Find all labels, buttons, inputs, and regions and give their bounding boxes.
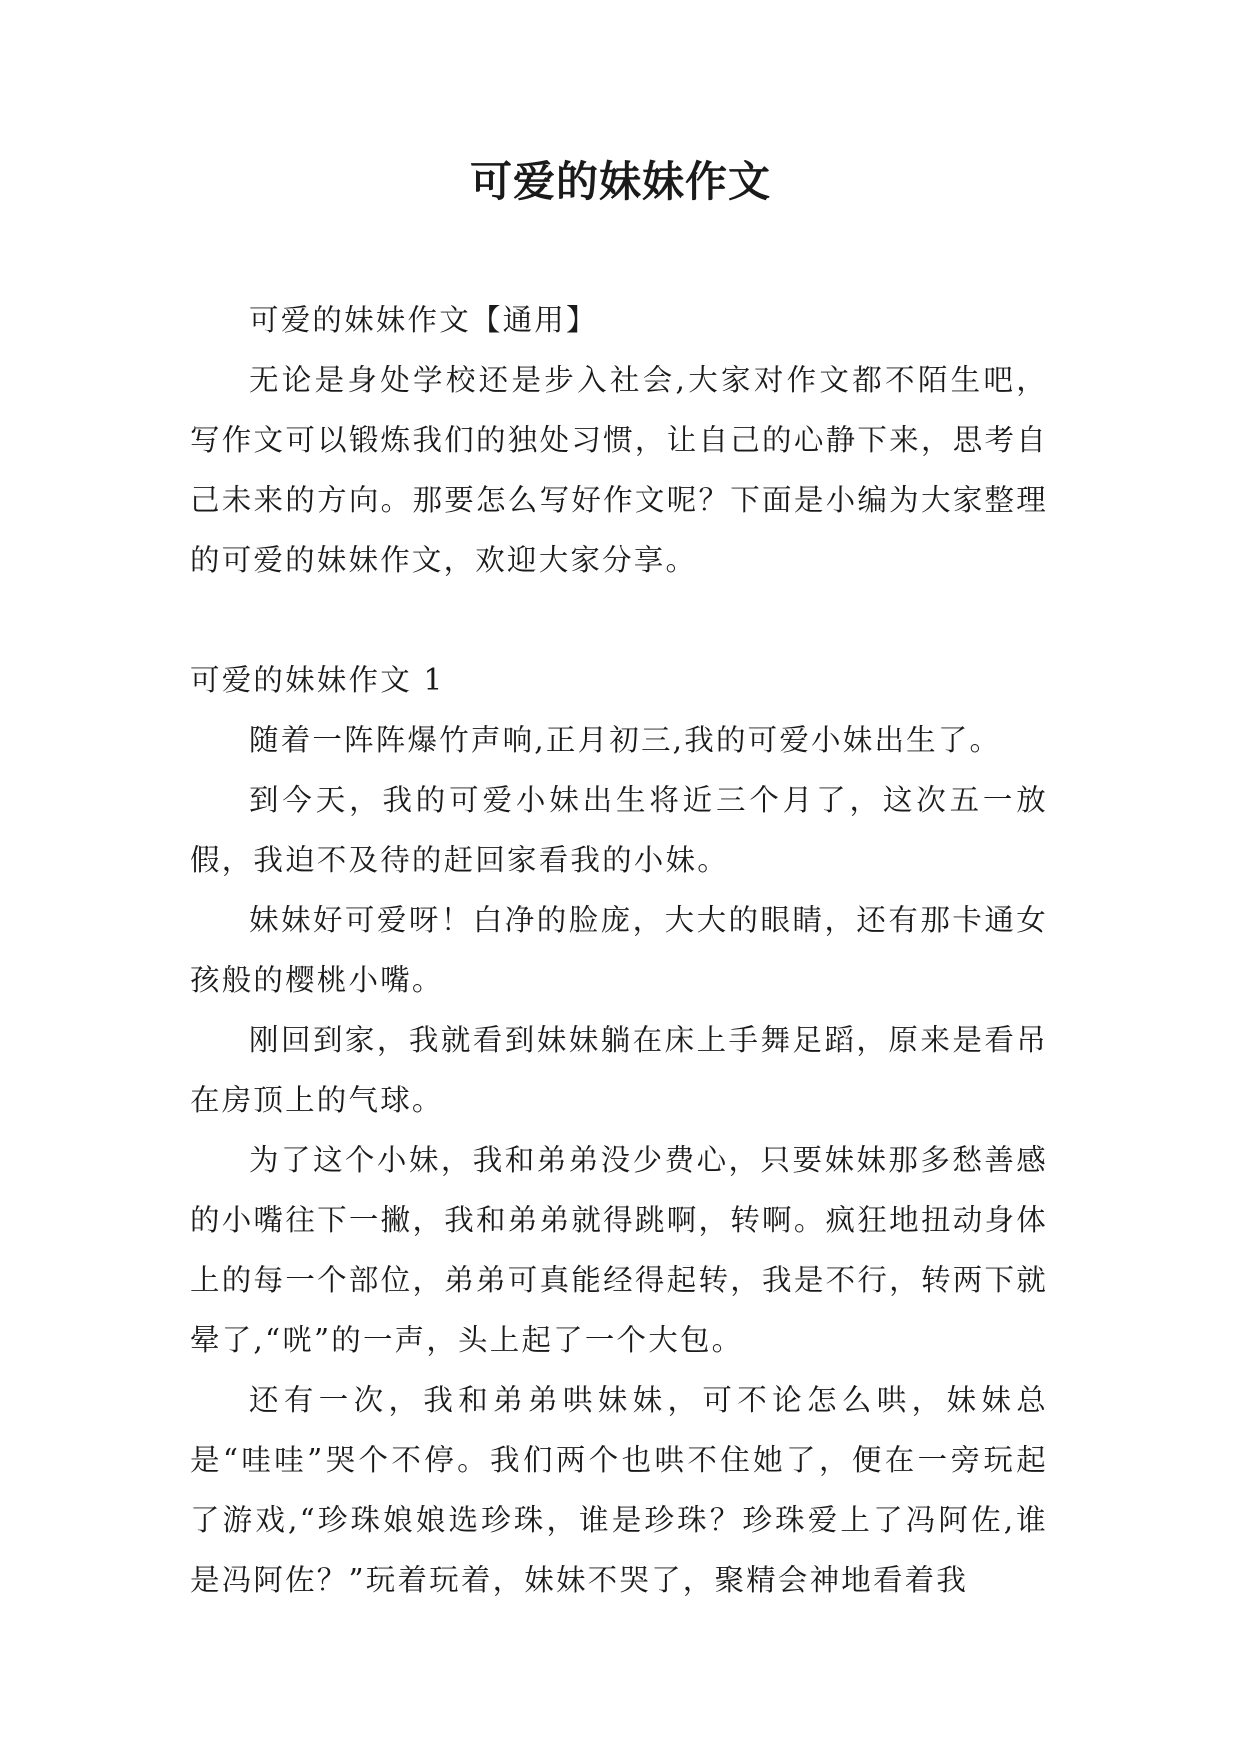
document-title: 可爱的妹妹作文 xyxy=(469,157,771,206)
body-paragraph: 妹妹好可爱呀！白净的脸庞，大大的眼睛，还有那卡通女孩般的樱桃小嘴。 xyxy=(190,903,1048,997)
document-body xyxy=(190,290,1048,1610)
body-paragraph: 为了这个小妹，我和弟弟没少费心，只要妹妹那多愁善感的小嘴往下一撇，我和弟弟就得跳啊，转啊。疯狂地扭动身体上的每一个部位，弟弟可真能经得起转，我是不行，转两下就晕了,“咣”的一声，头上起了一个大包。 xyxy=(190,1143,1048,1357)
body-paragraph: 到今天，我的可爱小妹出生将近三个月了，这次五一放假，我迫不及待的赶回家看我的小妹。 xyxy=(190,783,1048,877)
body-paragraph: 随着一阵阵爆竹声响,正月初三,我的可爱小妹出生了。 xyxy=(249,723,1002,757)
section-spacer xyxy=(190,590,1048,650)
document-subtitle: 可爱的妹妹作文【通用】 xyxy=(249,303,598,337)
body-paragraph: 还有一次，我和弟弟哄妹妹，可不论怎么哄，妹妹总是“哇哇”哭个不停。我们两个也哄不住她了，便在一旁玩起了游戏,“珍珠娘娘选珍珠，谁是珍珠？珍珠爱上了冯阿佐,谁是冯阿佐？”玩着玩着，妹妹不哭了，聚精会神地看着我 xyxy=(190,1383,1048,1597)
section-heading: 可爱的妹妹作文 1 xyxy=(190,663,445,697)
body-paragraph: 刚回到家，我就看到妹妹躺在床上手舞足蹈，原来是看吊在房顶上的气球。 xyxy=(190,1023,1048,1117)
intro-paragraph: 无论是身处学校还是步入社会,大家对作文都不陌生吧，写作文可以锻炼我们的独处习惯，让自己的心静下来，思考自己未来的方向。那要怎么写好作文呢？下面是小编为大家整理的可爱的妹妹作文，欢迎大家分享。 xyxy=(190,363,1048,577)
